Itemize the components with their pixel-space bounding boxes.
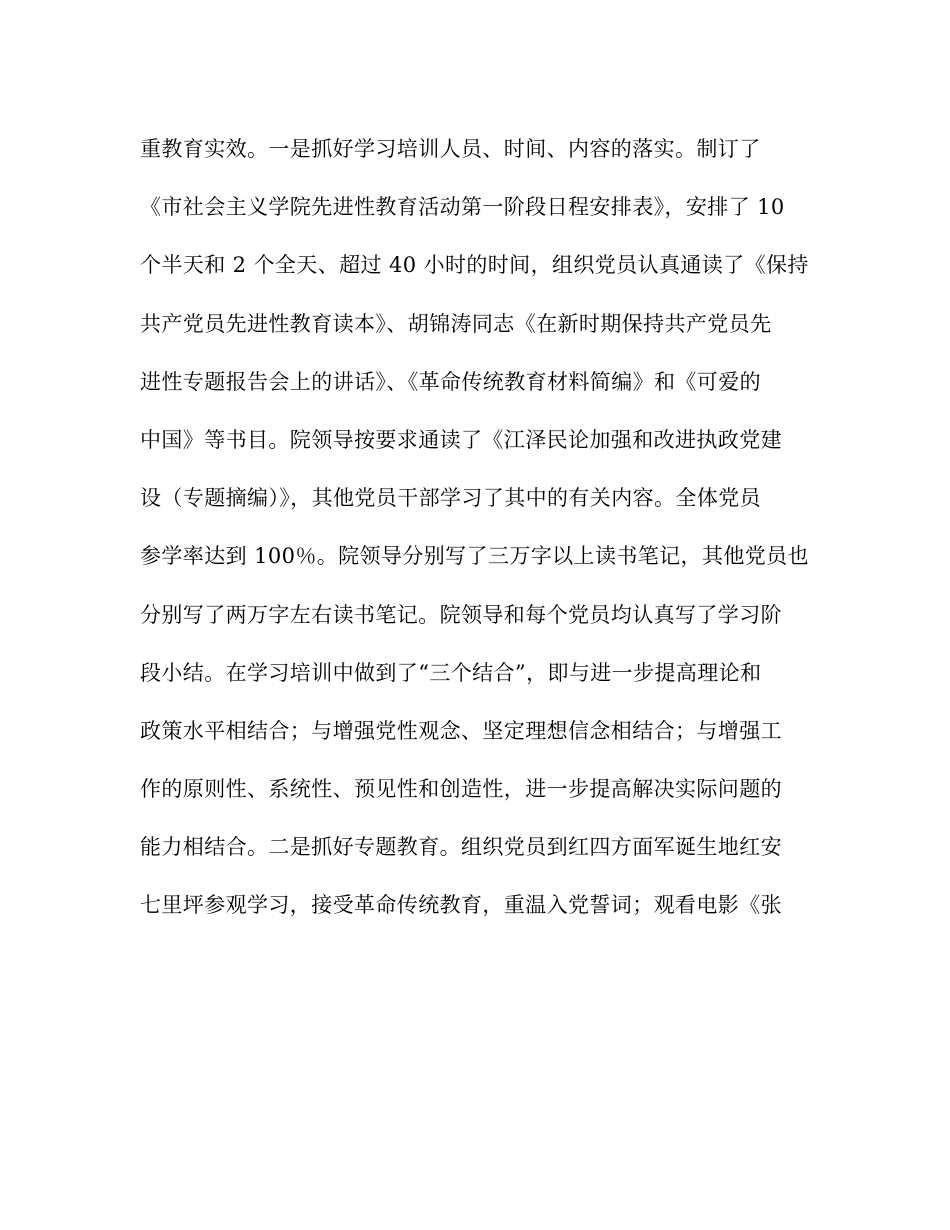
text-line: 能力相结合。二是抓好专题教育。组织党员到红四方面军诞生地红安 bbox=[140, 835, 782, 860]
text-line: 政策水平相结合；与增强党性观念、坚定理想信念相结合；与增强工 bbox=[140, 718, 782, 743]
text-line: 共产党员先进性教育读本》、胡锦涛同志《在新时期保持共产党员先 bbox=[140, 311, 772, 336]
text-line: 分别写了两万字左右读书笔记。院领导和每个党员均认真写了学习阶 bbox=[140, 602, 782, 627]
body-text bbox=[140, 120, 820, 935]
text-line: 段小结。在学习培训中做到了“三个结合”，即与进一步提高理论和 bbox=[140, 660, 762, 685]
text-line: 重教育实效。一是抓好学习培训人员、时间、内容的落实。制订了 bbox=[140, 137, 761, 161]
text-line: 进性专题报告会上的讲话》、《革命传统教育材料简编》和《可爱的 bbox=[140, 369, 761, 394]
text-line: 设（专题摘编）》，其他党员干部学习了其中的有关内容。全体党员 bbox=[140, 486, 761, 511]
text-line: 中国》等书目。院领导按要求通读了《江泽民论加强和改进执政党建 bbox=[140, 427, 782, 452]
text-line: 七里坪参观学习，接受革命传统教育，重温入党誓词；观看电影《张 bbox=[140, 893, 782, 918]
text-line: 《市社会主义学院先进性教育活动第一阶段日程安排表》，安排了 10 bbox=[140, 195, 785, 220]
text-line: 个半天和 2 个全天、超过 40 小时的时间，组织党员认真通读了《保持 bbox=[140, 253, 809, 278]
text-line: 参学率达到 100％。院领导分别写了三万字以上读书笔记，其他党员也 bbox=[140, 544, 809, 569]
text-line: 作的原则性、系统性、预见性和创造性，进一步提高解决实际问题的 bbox=[140, 777, 782, 802]
